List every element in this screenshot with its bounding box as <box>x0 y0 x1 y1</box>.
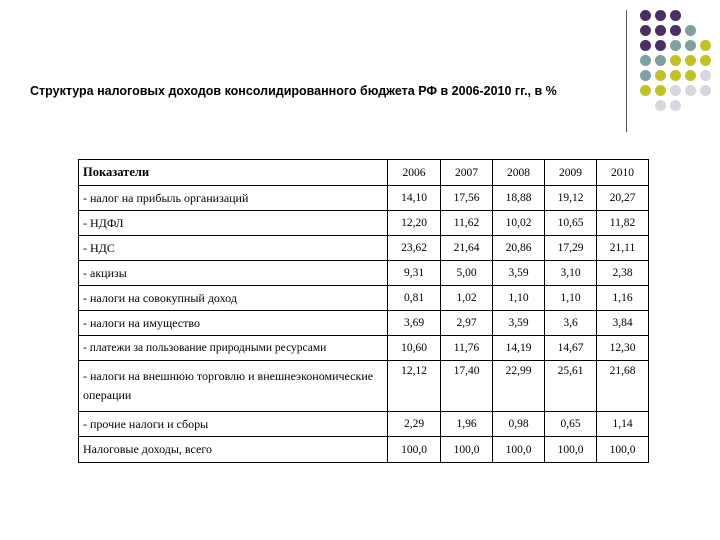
cell-value: 3,84 <box>597 311 649 336</box>
cell-value: 1,96 <box>441 412 493 437</box>
cell-value: 1,10 <box>545 286 597 311</box>
decorative-dot <box>655 70 666 81</box>
cell-value: 10,02 <box>493 211 545 236</box>
decorative-dot <box>670 55 681 66</box>
cell-value: 0,98 <box>493 412 545 437</box>
row-label: - налог на прибыль организаций <box>79 186 388 211</box>
decorative-dot <box>655 55 666 66</box>
decorative-dot <box>670 70 681 81</box>
decorative-dot <box>655 40 666 51</box>
header-year: 2006 <box>388 160 441 186</box>
cell-value: 0,65 <box>545 412 597 437</box>
cell-value: 17,29 <box>545 236 597 261</box>
cell-value: 23,62 <box>388 236 441 261</box>
cell-value: 11,62 <box>441 211 493 236</box>
decorative-dot <box>640 10 651 21</box>
cell-value: 11,76 <box>441 336 493 361</box>
row-label: - налоги на имущество <box>79 311 388 336</box>
cell-value: 1,10 <box>493 286 545 311</box>
header-year: 2007 <box>441 160 493 186</box>
table-row <box>79 311 649 336</box>
cell-value: 10,65 <box>545 211 597 236</box>
decorative-dot <box>640 85 651 96</box>
cell-value: 18,88 <box>493 186 545 211</box>
cell-value: 1,02 <box>441 286 493 311</box>
decorative-dot <box>640 25 651 36</box>
row-label: - НДС <box>79 236 388 261</box>
decorative-dot <box>655 100 666 111</box>
table-row <box>79 186 649 211</box>
decorative-dot <box>685 85 696 96</box>
header-year: 2009 <box>545 160 597 186</box>
decorative-dot <box>685 25 696 36</box>
decorative-dot <box>640 70 651 81</box>
decorative-dot <box>700 40 711 51</box>
decorative-dot <box>640 40 651 51</box>
cell-value: 100,0 <box>388 437 441 463</box>
cell-value: 2,38 <box>597 261 649 286</box>
decorative-dot <box>655 25 666 36</box>
cell-value: 17,40 <box>441 361 493 412</box>
row-label: - налоги на внешнюю торговлю и внешнеэкономические операции <box>79 361 388 412</box>
cell-value: 9,31 <box>388 261 441 286</box>
cell-value: 20,27 <box>597 186 649 211</box>
cell-value: 3,6 <box>545 311 597 336</box>
cell-value: 100,0 <box>441 437 493 463</box>
cell-value: 17,56 <box>441 186 493 211</box>
cell-value: 10,60 <box>388 336 441 361</box>
cell-value: 1,14 <box>597 412 649 437</box>
cell-value: 19,12 <box>545 186 597 211</box>
header-indicator: Показатели <box>79 160 388 186</box>
decorative-dot-grid <box>640 10 720 130</box>
decorative-dot <box>655 10 666 21</box>
table-row <box>79 211 649 236</box>
decorative-dot <box>670 10 681 21</box>
decorative-dot <box>670 85 681 96</box>
cell-value: 12,30 <box>597 336 649 361</box>
decorative-dot <box>700 70 711 81</box>
cell-value: 12,20 <box>388 211 441 236</box>
decorative-dot <box>685 40 696 51</box>
cell-value: 21,64 <box>441 236 493 261</box>
header-year: 2010 <box>597 160 649 186</box>
decorative-dot <box>685 70 696 81</box>
table-row-total <box>79 437 649 463</box>
row-label: - прочие налоги и сборы <box>79 412 388 437</box>
row-label: - налоги на совокупный доход <box>79 286 388 311</box>
header-year: 2008 <box>493 160 545 186</box>
row-label: - акцизы <box>79 261 388 286</box>
page-title: Структура налоговых доходов консолидированного бюджета РФ в 2006-2010 гг., в % <box>30 84 557 98</box>
row-label: Налоговые доходы, всего <box>79 437 388 463</box>
cell-value: 14,10 <box>388 186 441 211</box>
cell-value: 11,82 <box>597 211 649 236</box>
row-label: - НДФЛ <box>79 211 388 236</box>
cell-value: 100,0 <box>597 437 649 463</box>
cell-value: 100,0 <box>493 437 545 463</box>
decorative-dot <box>670 25 681 36</box>
table-header-row <box>79 160 649 186</box>
cell-value: 14,19 <box>493 336 545 361</box>
cell-value: 1,16 <box>597 286 649 311</box>
table-row <box>79 336 649 361</box>
cell-value: 22,99 <box>493 361 545 412</box>
cell-value: 20,86 <box>493 236 545 261</box>
tax-structure-table <box>78 159 649 463</box>
decorative-dot <box>700 85 711 96</box>
table-row <box>79 261 649 286</box>
cell-value: 5,00 <box>441 261 493 286</box>
decorative-dot <box>655 85 666 96</box>
cell-value: 2,29 <box>388 412 441 437</box>
table-row <box>79 412 649 437</box>
cell-value: 25,61 <box>545 361 597 412</box>
table-row <box>79 286 649 311</box>
cell-value: 14,67 <box>545 336 597 361</box>
cell-value: 3,59 <box>493 311 545 336</box>
row-label: - платежи за пользование природными ресурсами <box>79 336 388 361</box>
table-row <box>79 236 649 261</box>
decorative-dot <box>670 40 681 51</box>
cell-value: 21,11 <box>597 236 649 261</box>
decorative-dot <box>640 55 651 66</box>
divider-line <box>626 10 627 132</box>
cell-value: 12,12 <box>388 361 441 412</box>
cell-value: 2,97 <box>441 311 493 336</box>
cell-value: 21,68 <box>597 361 649 412</box>
decorative-dot <box>685 55 696 66</box>
cell-value: 3,69 <box>388 311 441 336</box>
cell-value: 3,59 <box>493 261 545 286</box>
cell-value: 100,0 <box>545 437 597 463</box>
decorative-dot <box>670 100 681 111</box>
table-row <box>79 361 649 412</box>
cell-value: 3,10 <box>545 261 597 286</box>
cell-value: 0,81 <box>388 286 441 311</box>
decorative-dot <box>700 55 711 66</box>
